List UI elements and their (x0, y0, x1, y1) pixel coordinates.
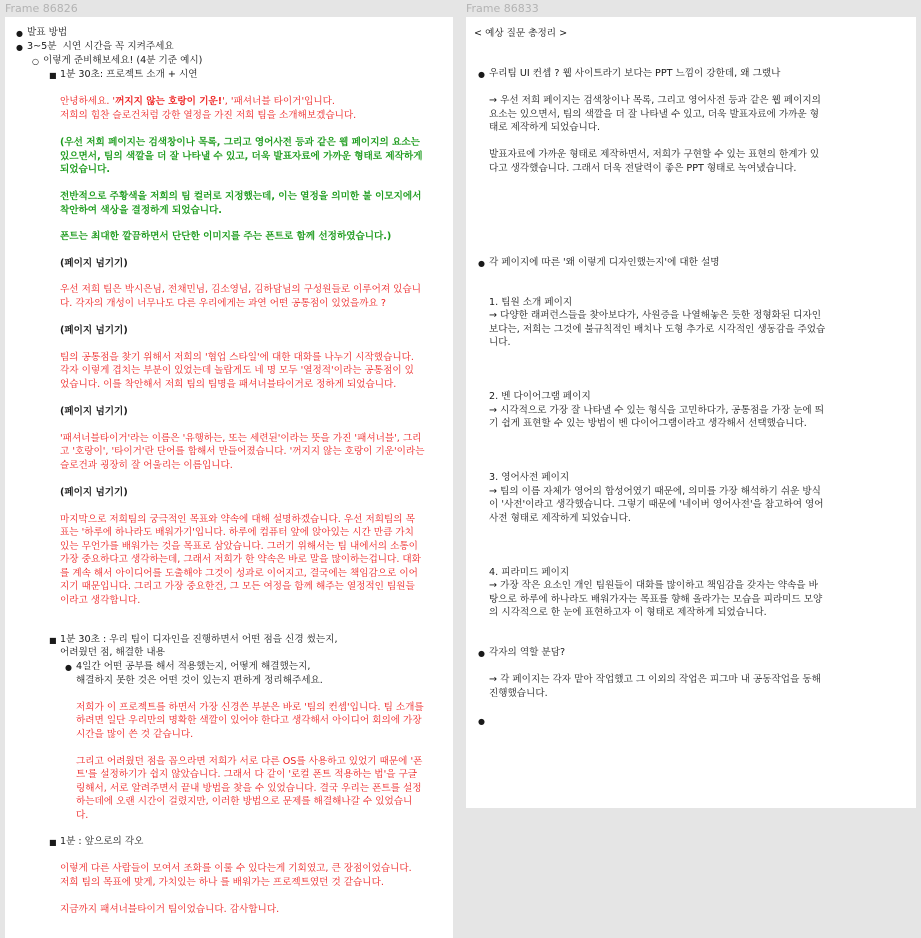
green-note-line: 폰트는 최대한 깔끔하면서 단단한 이미지를 주는 폰트로 함께 선정하였습니다.) (60, 231, 392, 242)
bullet-dot: ○ (32, 57, 39, 66)
paragraph-line: 팀의 공통점을 찾기 위해서 저희의 '협업 스타일'에 대한 대화를 나누기 시작했습니다. (60, 352, 414, 363)
paragraph-line: 고 '호랑이', '타이거'란 단어를 합해서 만들어졌습니다. '꺼지지 않는 호랑이 기운'이라는 (60, 446, 425, 457)
paragraph-line: 링해서, 서로 알려주면서 끝내 방법을 찾을 수 있었습니다. 결국 우리는 폰트를 설정 (76, 783, 422, 794)
closing-line: 지금까지 패셔너블타이거 팀이었습니다. 감사합니다. (60, 904, 280, 915)
bullet-prepare: 이렇게 준비해보세요! (4분 기준 예시) (43, 55, 203, 66)
bullet-dot: ● (478, 259, 485, 268)
page-turn-label: (페이지 넘기기) (60, 406, 128, 417)
bullet-dot: ● (16, 43, 23, 52)
bullet-dot: ● (65, 663, 72, 672)
paragraph-line: 었습니다. 이를 착안해서 저희 팀의 팀명을 패셔너블타이거로 정하게 되었습니다. (60, 379, 397, 390)
section-line: 3. 영어사전 페이지 (489, 472, 570, 483)
answer-line: 다고 생각했습니다. 그래서 더욱 전달력이 좋은 PPT 형태로 녹여냈습니다. (489, 163, 797, 174)
bullet-intro-demo: 1분 30초: 프로젝트 소개 + 시연 (60, 69, 198, 80)
answer-line: 태로 제작하게 되었습니다. (489, 122, 601, 133)
bullet-time-limit: 3~5분 시연 시간을 꼭 지켜주세요 (27, 41, 174, 52)
intro-line-2: 저희의 힘찬 슬로건처럼 강한 열정을 가진 저희 팀을 소개해보겠습니다. (60, 110, 357, 121)
section-line: 사전 형태로 제작하게 되었습니다. (489, 513, 631, 524)
paragraph-line: 다. 각자의 개성이 너무나도 다른 우리에게는 과연 어떤 공통점이 있었을까요 ? (60, 298, 386, 309)
answer-line: 발표자료에 가까운 형태로 제작하면서, 저희가 구현할 수 있는 표현의 한계가 있 (489, 149, 820, 160)
page-turn-label: (페이지 넘기기) (60, 325, 128, 336)
paragraph-line: 슬로건과 굉장히 잘 어울리는 이름입니다. (60, 460, 233, 471)
paragraph-line: 표는 '하루에 하나라도 배워가기'입니다. 하루에 컴퓨터 앞에 앉아있는 시간 만큼 가치 (60, 527, 414, 538)
bullet-presentation-method: 발표 방법 (27, 27, 68, 38)
section-line: 2. 벤 다이어그램 페이지 (489, 391, 591, 402)
green-note-line: (우선 저희 페이지는 검색창이나 목록, 그리고 영어사전 등과 같은 웹 페이지의 요소는 (60, 137, 420, 148)
green-note-line: 착안하여 색상을 결정하게 되었습니다. (60, 205, 222, 216)
paragraph-line: 저희가 이 프로젝트를 하면서 가장 신경쓴 부분은 바로 '팀의 컨셉'입니다. 팀 소개를 (76, 702, 424, 713)
section-line: → 가장 작은 요소인 개인 팀원들이 대화를 많이하고 책임감을 갖자는 약속을 바 (489, 580, 818, 591)
paragraph-line: 하는데에 오랜 시간이 걸렸지만, 이러한 방법으로 문제를 해결해나갈 수 있었습니 (76, 796, 413, 807)
answer-line: → 각 페이지는 각자 맡아 작업했고 그 이외의 작업은 피그마 내 공동작업을 동해 (489, 674, 821, 685)
bullet-study-2: 해결하지 못한 것은 어떤 것이 있는지 편하게 정리해주세요. (76, 675, 323, 686)
bullet-resolution: 1분 : 앞으로의 각오 (60, 836, 144, 847)
section-line: 의 시각적으로 한 눈에 표현하고자 이 형태로 제작하게 되었습니다. (489, 607, 767, 618)
paragraph-line: 저희 팀의 목표에 맞게, 가치있는 하나 를 배워가는 프로젝트였던 것 같습니다. (60, 877, 384, 888)
green-note-line: 전반적으로 주황색을 저희의 팀 컬러로 지정했는데, 이는 열정을 의미한 불 이모지에서 (60, 191, 422, 202)
intro-line: 안녕하세요. '꺼지지 않는 호랑이 기운!', '패셔너블 타이거'입니다. (60, 96, 335, 107)
answer-line: → 우선 저희 페이지는 검색창이나 목록, 그리고 영어사전 등과 같은 웹 페이지의 (489, 95, 821, 106)
section-line: → 시각적으로 가장 잘 나타낼 수 있는 형식을 고민하다가, 공통점을 가장 눈에 띄 (489, 405, 824, 416)
section-line: 탕으로 하루에 하나라도 배워가자는 목표를 향해 올라가는 모습을 피라미드 모양 (489, 594, 823, 605)
paragraph-line: 이렇게 다른 사람들이 모여서 조화를 이룰 수 있다는게 기회였고, 큰 장점이었습니다. (60, 863, 412, 874)
paragraph-line: 그리고 어려웠던 점을 꼽으라면 저희가 서로 다른 OS를 사용하고 있었기 때문에 '폰 (76, 756, 423, 767)
bullet-dot: ■ (49, 838, 57, 847)
section-line: 4. 피라미드 페이지 (489, 567, 570, 578)
paragraph-line: 시간을 많이 쓴 것 같습니다. (76, 729, 194, 740)
paragraph-line: 지기 때문입니다. 그리고 가장 중요한건, 그 모든 여정을 함께 해주는 열정적인 팀원들 (60, 581, 415, 592)
paragraph-line: 하려면 일단 우리만의 명확한 색깔이 있어야 한다고 생각해서 아이디어 회의에 가장 (76, 715, 422, 726)
frame-label-left[interactable]: Frame 86826 (5, 2, 78, 15)
empty-bullet[interactable]: ● (478, 717, 485, 726)
page-turn-label: (페이지 넘기기) (60, 487, 128, 498)
paragraph-line: 있는 무언가를 배워가는 것을 목표로 삼았습니다. 그러기 위해서는 팀 내에서의 소통이 (60, 541, 418, 552)
paragraph-line: 이라고 생각합니다. (60, 595, 141, 606)
answer-line: 요소는 있으면서, 팀의 색깔을 더 잘 나타낼 수 있고, 더욱 발표자료에 가까운 형 (489, 109, 819, 120)
section-line: 1. 팀원 소개 페이지 (489, 297, 573, 308)
bullet-dot: ■ (49, 71, 57, 80)
paragraph-line: '패셔너블타이거'라는 이름은 '유행하는, 또는 세련된'이라는 뜻을 가진 '패셔너블', 그리 (60, 433, 422, 444)
green-note-line: 되었습니다. (60, 164, 110, 175)
paragraph-line: 다. (76, 810, 89, 821)
paragraph-line: 마지막으로 저희팀의 궁극적인 목표와 약속에 대해 설명하겠습니다. 우선 저희팀의 목 (60, 514, 415, 525)
frame-label-right[interactable]: Frame 86833 (466, 2, 539, 15)
section-line: → 팀의 이름 자체가 영어의 합성어였기 때문에, 의미를 가장 해석하기 쉬운 방식 (489, 486, 821, 497)
bullet-study: 4일간 어떤 공부를 해서 적용했는지, 어떻게 해결했는지, (76, 661, 311, 672)
page-turn-label: (페이지 넘기기) (60, 258, 128, 269)
bullet-dot: ● (478, 70, 485, 79)
section-line: 니다. (489, 337, 511, 348)
question-ui-concept: 우리팀 UI 컨셉 ? 웹 사이트라기 보다는 PPT 느낌이 강한데, 왜 그랬나 (489, 68, 781, 79)
question-design-reason: 각 페이지에 따른 '왜 이렇게 디자인했는지'에 대한 설명 (489, 257, 720, 268)
section-line: 기 쉽게 표현할 수 있는 방법이 벤 다이어그램이라고 생각해서 선택했습니다. (489, 418, 807, 429)
paragraph-line: 우선 저희 팀은 박시은님, 전채민님, 김소영님, 김하담님의 구성원들로 이루어져 있습니 (60, 284, 421, 295)
page-title: < 예상 질문 총정리 > (474, 28, 568, 39)
bullet-dot: ● (16, 29, 23, 38)
section-line: 보다는, 저희는 그것에 불규칙적인 배치나 도형 추가로 시각적인 생동감을 주었습 (489, 324, 826, 335)
green-note-line: 있으면서, 팀의 색깔을 더 잘 나타낼 수 있고, 더욱 발표자료에 가까운 형태로 제작하게 (60, 151, 423, 162)
paragraph-line: 가장 중요하다고 생각하는데, 그래서 저희가 한 약속은 바로 말을 많이하는겁니다. 대화 (60, 554, 421, 565)
bullet-design-points-2: 어려웠던 점, 해결한 내용 (60, 647, 165, 658)
question-roles: 각자의 역할 분담? (489, 647, 566, 658)
section-line: → 다양한 래퍼런스들을 찾아보다가, 사원증을 나열해놓은 듯한 정형화된 디자인 (489, 310, 822, 321)
bullet-dot: ■ (49, 636, 57, 645)
paragraph-line: 트'를 설정하기가 쉽지 않았습니다. 그래서 다 같이 '로컬 폰트 적용하는 법'을 구글 (76, 769, 418, 780)
section-line: 이 '사전'이라고 생각했습니다. 그렇기 때문에 '네이버 영어사전'을 참고하여 영어 (489, 499, 824, 510)
bullet-design-points: 1분 30초 : 우리 팀이 디자인을 진행하면서 어떤 점을 신경 썼는지, (60, 634, 338, 645)
answer-line: 진행했습니다. (489, 688, 548, 699)
paragraph-line: 를 계속 해서 아이디어를 도출해야 그것이 성과로 이어지고, 결국에는 책임감으로 이어 (60, 568, 418, 579)
frame-presentation-script[interactable] (5, 17, 453, 938)
paragraph-line: 각자 이렇게 겹치는 부분이 있었는데 놀랍게도 네 명 모두 '열정적'이라는 공통점이 있 (60, 365, 414, 376)
frame-expected-questions[interactable] (466, 17, 916, 808)
bullet-dot: ● (478, 649, 485, 658)
